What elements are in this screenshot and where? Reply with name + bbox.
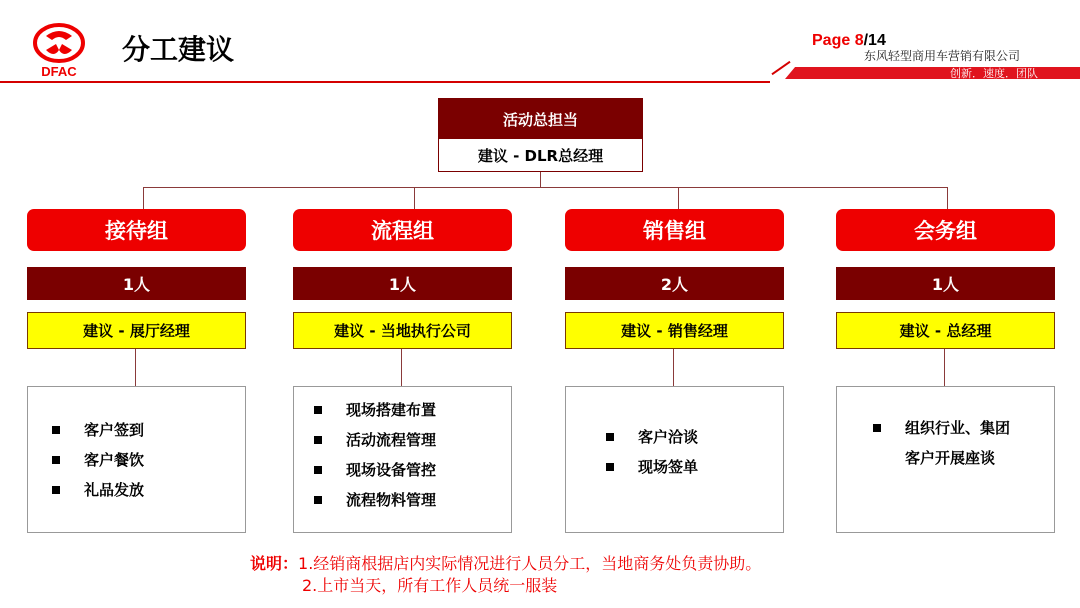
list-item: 活动流程管理 xyxy=(314,425,511,455)
group-count: 1人 xyxy=(836,267,1055,300)
list-item: 客户洽谈 xyxy=(606,422,783,452)
group-name: 销售组 xyxy=(565,209,784,251)
list-item: 流程物料管理 xyxy=(314,485,511,515)
bullet-icon xyxy=(314,496,322,504)
bullet-icon xyxy=(52,486,60,494)
bullet-icon xyxy=(314,466,322,474)
connector xyxy=(401,349,402,386)
group-suggestion: 建议 - 当地执行公司 xyxy=(293,312,512,349)
page-title: 分工建议 xyxy=(122,33,235,66)
company-name: 东风轻型商用车营销有限公司 xyxy=(864,49,1021,63)
note-label: 说明： xyxy=(250,554,299,573)
connector xyxy=(143,187,144,209)
logo-emblem-icon xyxy=(26,22,92,78)
list-item: 客户开展座谈 xyxy=(905,449,996,467)
group-suggestion: 建议 - 总经理 xyxy=(836,312,1055,349)
connector xyxy=(678,187,679,209)
group-suggestion: 建议 - 销售经理 xyxy=(565,312,784,349)
group-reception xyxy=(27,209,246,533)
list-item: 礼品发放 xyxy=(52,475,245,505)
top-lead-box xyxy=(438,98,643,172)
connector xyxy=(947,187,948,209)
group-process xyxy=(293,209,512,533)
group-count: 1人 xyxy=(27,267,246,300)
page-total: /14 xyxy=(863,32,886,49)
connector xyxy=(944,349,945,386)
bullet-icon xyxy=(606,463,614,471)
list-item: 现场设备管控 xyxy=(314,455,511,485)
group-duties xyxy=(836,386,1055,533)
bullet-icon xyxy=(314,406,322,414)
list-item: 现场搭建布置 xyxy=(314,395,511,425)
top-lead-suggestion: 建议 - DLR总经理 xyxy=(439,139,642,171)
connector xyxy=(135,349,136,386)
connector xyxy=(540,172,541,187)
list-item: 现场签单 xyxy=(606,452,783,482)
bullet-icon xyxy=(52,456,60,464)
svg-text:DFAC: DFAC xyxy=(41,64,77,78)
group-sales xyxy=(565,209,784,533)
page-label: Page xyxy=(812,32,855,49)
note-line-1: 1.经销商根据店内实际情况进行人员分工，当地商务处负责协助。 xyxy=(298,554,762,573)
bullet-icon xyxy=(314,436,322,444)
group-conference xyxy=(836,209,1055,533)
page-current: 8 xyxy=(854,32,864,49)
list-item: 组织行业、集团 xyxy=(873,413,1054,443)
connector xyxy=(414,187,415,209)
group-duties xyxy=(27,386,246,533)
header-divider xyxy=(0,81,770,83)
slogan: 创新．速度．团队 xyxy=(950,67,1038,80)
note xyxy=(250,553,761,597)
group-count: 2人 xyxy=(565,267,784,300)
list-item: 客户签到 xyxy=(52,415,245,445)
bullet-icon xyxy=(52,426,60,434)
group-duties xyxy=(293,386,512,533)
bullet-icon xyxy=(873,424,881,432)
connector xyxy=(673,349,674,386)
group-suggestion: 建议 - 展厅经理 xyxy=(27,312,246,349)
decor-slash xyxy=(771,61,790,75)
dfac-logo xyxy=(26,22,92,78)
group-count: 1人 xyxy=(293,267,512,300)
connector xyxy=(143,187,948,188)
list-item: 客户餐饮 xyxy=(52,445,245,475)
top-lead-title: 活动总担当 xyxy=(439,99,642,139)
group-name: 会务组 xyxy=(836,209,1055,251)
note-line-2: 2.上市当天，所有工作人员统一服装 xyxy=(302,576,558,595)
group-name: 流程组 xyxy=(293,209,512,251)
group-duties xyxy=(565,386,784,533)
group-name: 接待组 xyxy=(27,209,246,251)
bullet-icon xyxy=(606,433,614,441)
